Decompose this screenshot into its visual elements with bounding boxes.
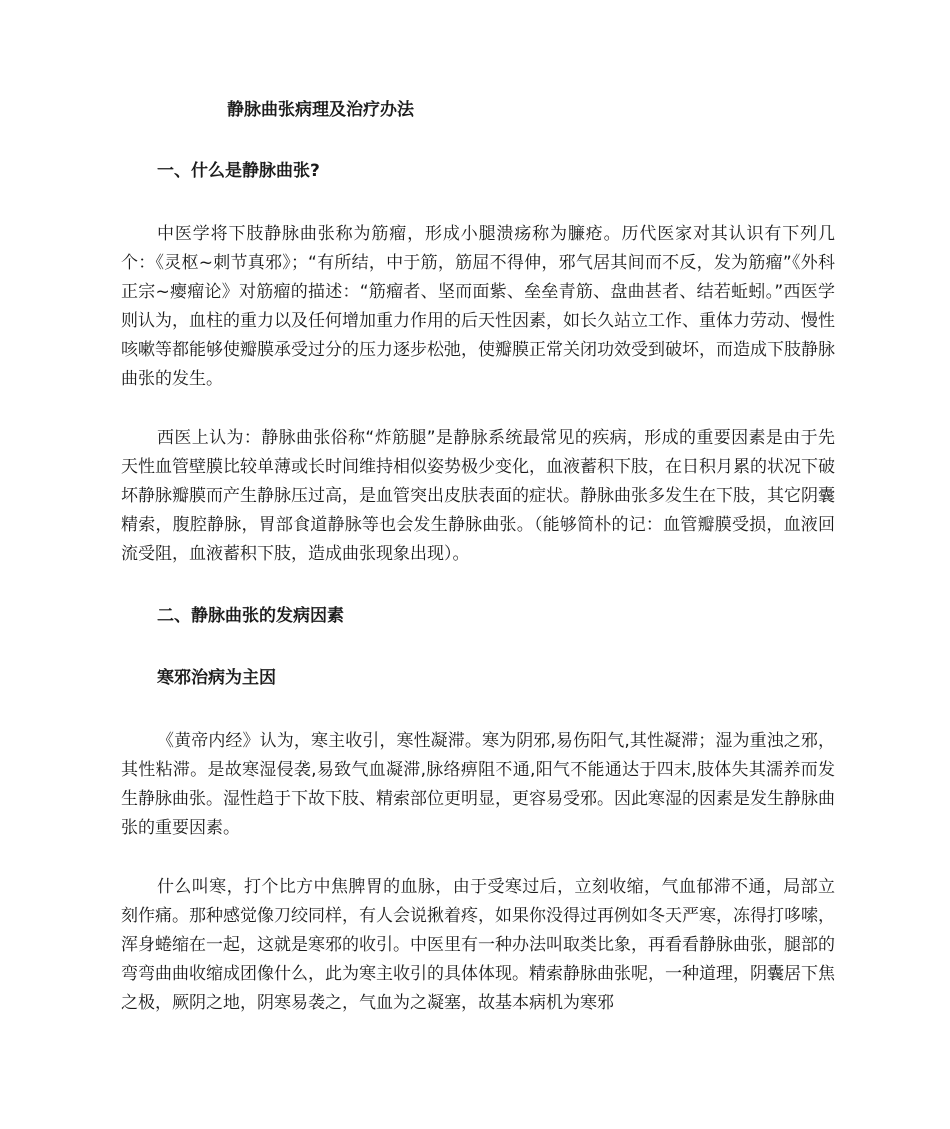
- section-heading-what-is-varicose: 一、什么是静脉曲张?: [157, 161, 320, 181]
- paragraph-huangdi-neijing: 《黄帝内经》认为，寒主收引，寒性凝滞。寒为阴邪,易伤阳气,其性凝滞；湿为重浊之邪，其性粘滞。是故寒湿侵袭,易致气血凝滞,脉络痹阻不通,阳气不能通达于四末,肢体失其濡养而发生静脉曲张。湿性趋于下故下肢、精索部位更明显，更容易受邪。因此寒湿的因素是发生静脉曲张的重要因素。: [121, 731, 835, 838]
- document-title: 静脉曲张病理及治疗办法: [227, 100, 414, 120]
- paragraph-western-definition: 西医上认为：静脉曲张俗称“炸筋腿”是静脉系统最常见的疾病，形成的重要因素是由于先天性血管壁膜比较单薄或长时间维持相似姿势极少变化，血液蓄积下肢，在日积月累的状况下破坏静脉瓣膜而产生静脉压过高，是血管突出皮肤表面的症状。静脉曲张多发生在下肢，其它阴囊精索，腹腔静脉，胃部食道静脉等也会发生静脉曲张。（能够简朴的记：血管瓣膜受损，血液回流受阻，血液蓄积下肢，造成曲张现象出现）。: [121, 428, 835, 564]
- paragraph-tcm-definition: 中医学将下肢静脉曲张称为筋瘤，形成小腿溃疡称为臁疮。历代医家对其认识有下列几个：《灵枢~刺节真邪》；“有所结，中于筋，筋屈不得伸，邪气居其间而不反，发为筋瘤”《外科正宗~瘿瘤论》对筋瘤的描述：“筋瘤者、坚而面紫、垒垒青筋、盘曲甚者、结若蚯蚓。”西医学则认为，血柱的重力以及任何增加重力作用的后天性因素，如长久站立工作、重体力劳动、慢性咳嗽等都能够使瓣膜承受过分的压力逐步松弛，使瓣膜正常关闭功效受到破坏，而造成下肢静脉曲张的发生。: [121, 224, 835, 389]
- subsection-heading-cold-evil: 寒邪治病为主因: [157, 668, 276, 688]
- paragraph-what-is-cold: 什么叫寒，打个比方中焦脾胃的血脉，由于受寒过后，立刻收缩，气血郁滞不通，局部立刻作痛。那种感觉像刀绞同样，有人会说揪着疼，如果你没得过再例如冬天严寒，冻得打哆嗦，浑身蜷缩在一起，这就是寒邪的收引。中医里有一种办法叫取类比象，再看看静脉曲张，腿部的弯弯曲曲收缩成团像什么，此为寒主收引的具体体现。精索静脉曲张呢，一种道理，阴囊居下焦之极，厥阴之地，阴寒易袭之，气血为之凝塞，故基本病机为寒邪: [121, 877, 835, 1013]
- section-heading-causes: 二、静脉曲张的发病因素: [157, 606, 344, 626]
